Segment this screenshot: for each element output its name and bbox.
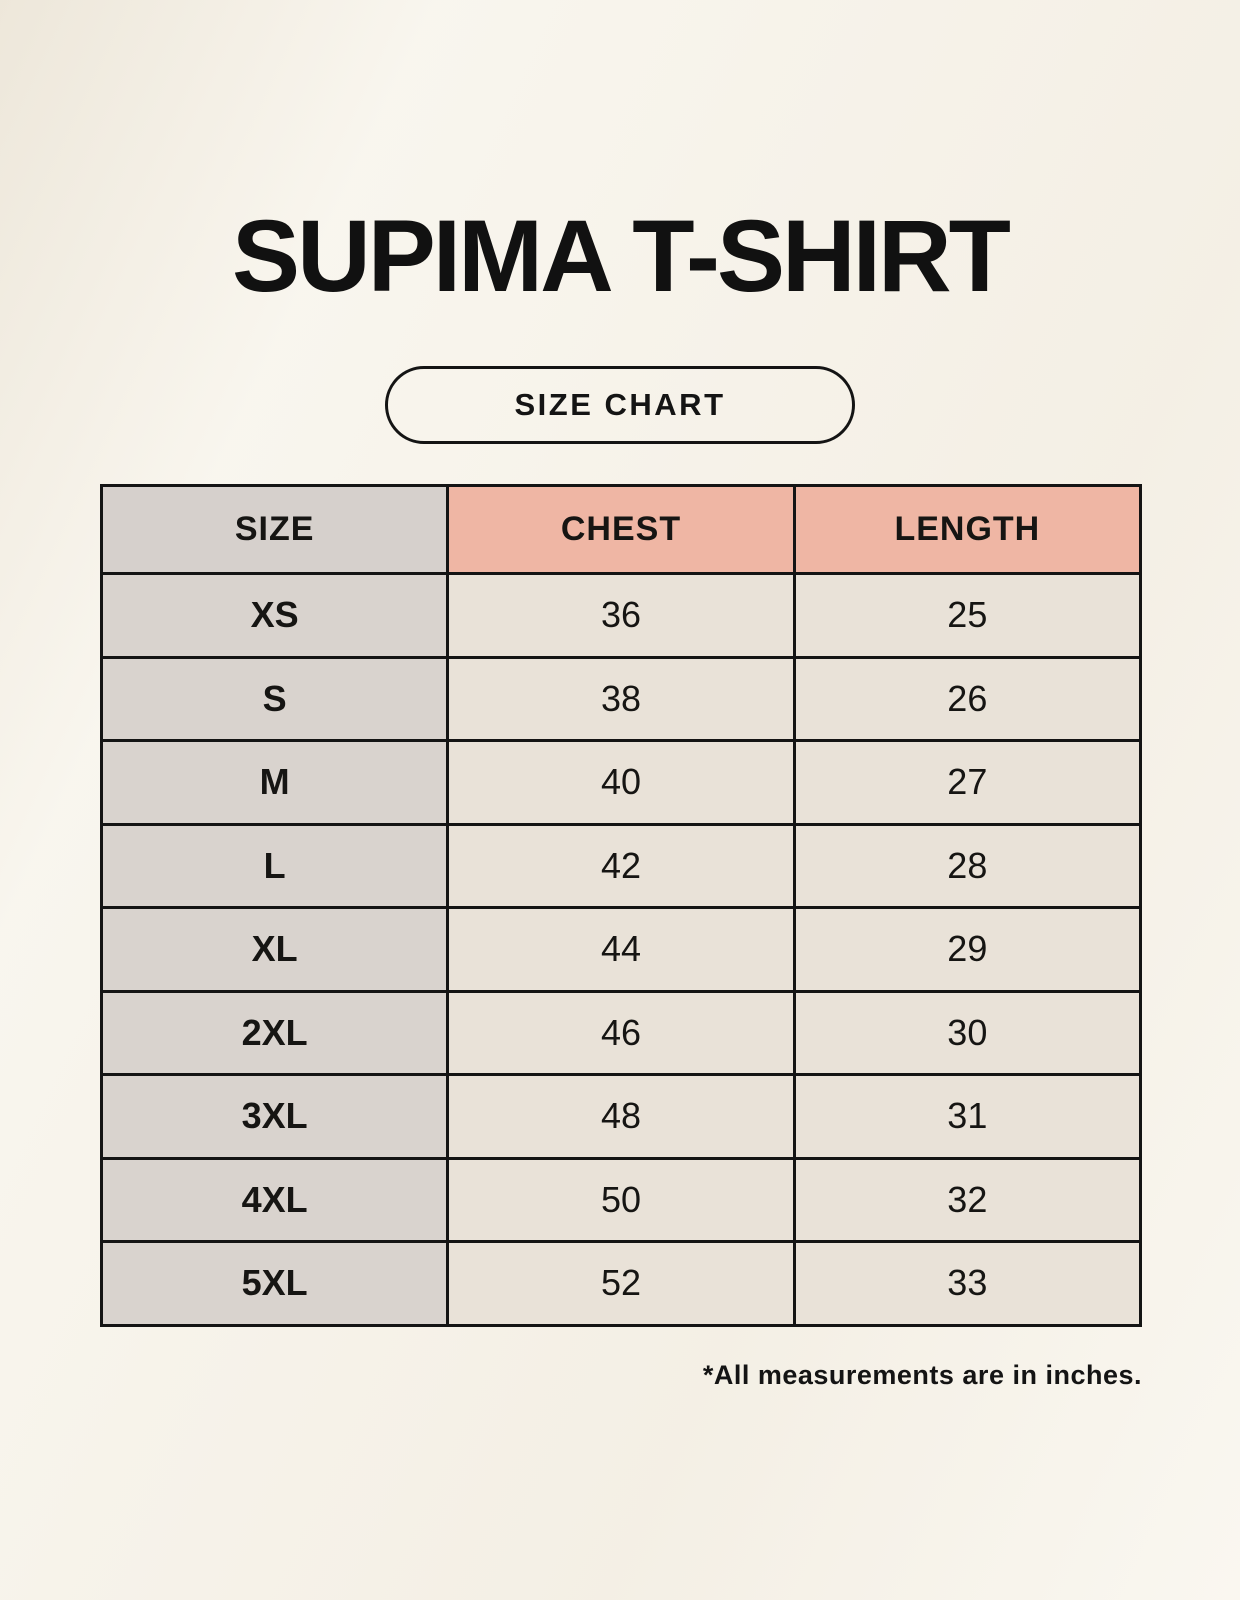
table-row [102,991,1141,1075]
size-chart-badge-label: SIZE CHART [514,387,726,422]
size-chart-badge [385,366,855,444]
chest-cell: 52 [448,1242,794,1326]
table-row [102,1158,1141,1242]
size-table [100,484,1142,1327]
size-cell: S [102,657,448,741]
table-row [102,1075,1141,1159]
length-cell: 25 [794,574,1140,658]
measurements-footnote: *All measurements are in inches. [702,1360,1142,1390]
chest-cell: 48 [448,1075,794,1159]
size-table-header [102,486,1141,574]
length-cell: 26 [794,657,1140,741]
length-cell: 27 [794,741,1140,825]
size-cell: 5XL [102,1242,448,1326]
column-header-size: SIZE [102,486,448,574]
table-row [102,574,1141,658]
header-row [102,486,1141,574]
table-row [102,824,1141,908]
table-row [102,908,1141,992]
chest-cell: 46 [448,991,794,1075]
length-cell: 28 [794,824,1140,908]
size-cell: XL [102,908,448,992]
size-cell: 4XL [102,1158,448,1242]
size-cell: M [102,741,448,825]
column-header-chest: CHEST [448,486,794,574]
page-title: SUPIMA T-SHIRT [232,199,1008,313]
column-header-length: LENGTH [794,486,1140,574]
length-cell: 30 [794,991,1140,1075]
table-row [102,1242,1141,1326]
chest-cell: 50 [448,1158,794,1242]
table-row [102,657,1141,741]
chest-cell: 44 [448,908,794,992]
table-row [102,741,1141,825]
size-cell: XS [102,574,448,658]
chest-cell: 36 [448,574,794,658]
length-cell: 31 [794,1075,1140,1159]
length-cell: 33 [794,1242,1140,1326]
chest-cell: 38 [448,657,794,741]
size-cell: 2XL [102,991,448,1075]
size-cell: L [102,824,448,908]
size-table-body [102,574,1141,1326]
length-cell: 32 [794,1158,1140,1242]
length-cell: 29 [794,908,1140,992]
chest-cell: 40 [448,741,794,825]
chest-cell: 42 [448,824,794,908]
size-cell: 3XL [102,1075,448,1159]
